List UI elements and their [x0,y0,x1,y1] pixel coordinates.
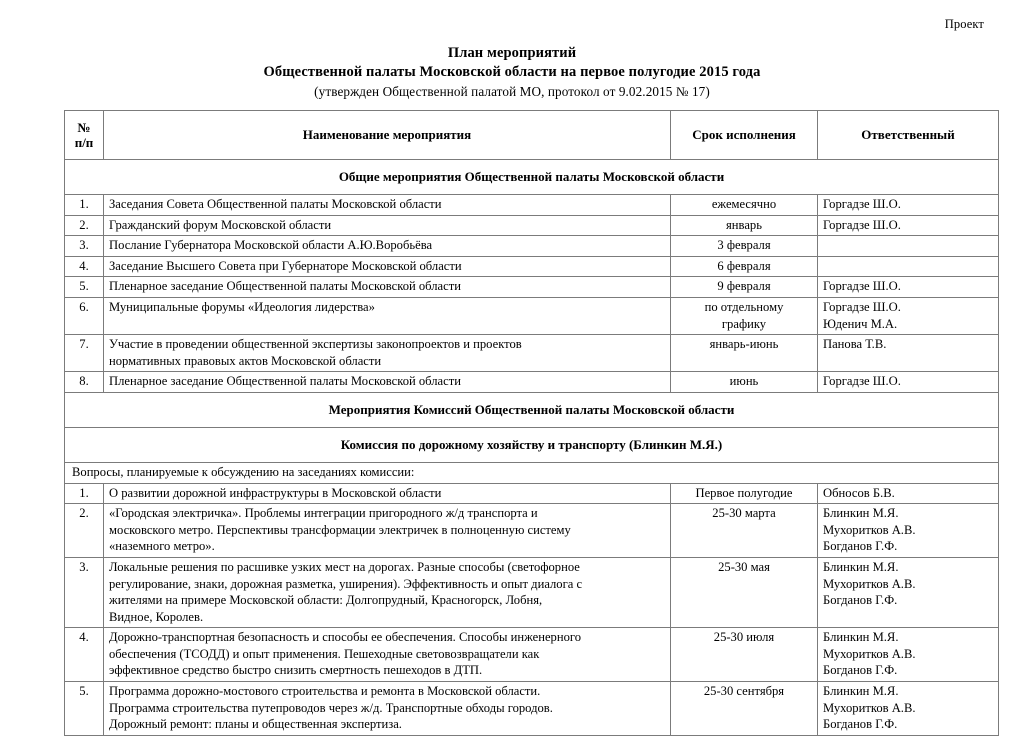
row-name-cell: Пленарное заседание Общественной палаты Московской области [104,277,671,298]
row-name-cell: Гражданский форум Московской области [104,215,671,236]
table-section-banner: Комиссия по дорожному хозяйству и транспорту (Блинкин М.Я.) [65,427,999,462]
row-number-cell: 2. [65,504,104,558]
row-number-cell: 3. [65,557,104,627]
row-responsible-cell: Панова Т.В. [818,335,999,372]
table-row [65,504,999,558]
table-row [65,628,999,682]
table-section-note-row [65,462,999,483]
row-number-cell: 1. [65,195,104,216]
row-name-cell: Локальные решения по расшивке узких мест на дорогах. Разные способы (светофорное регулирование, знаки, дорожная разметка, уширения). Эффективность и опыт диалога с жителями на примере Московской области: Долгопрудный, Красногорск, Лобня, Видное, Королев. [104,557,671,627]
row-name-cell: Участие в проведении общественной экспертизы законопроектов и проектов нормативных правовых актов Московской области [104,335,671,372]
row-name-cell: Заседания Совета Общественной палаты Московской области [104,195,671,216]
row-name-cell: Муниципальные форумы «Идеология лидерства» [104,297,671,334]
row-term-cell: 25-30 марта [671,504,818,558]
row-name-cell: Послание Губернатора Московской области А.Ю.Воробьёва [104,236,671,257]
table-row [65,195,999,216]
table-section-banner: Мероприятия Комиссий Общественной палаты Московской области [65,392,999,427]
column-header-number-line2: п/п [74,135,94,150]
row-responsible-cell [818,256,999,277]
row-number-cell: 8. [65,372,104,393]
row-number-cell: 7. [65,335,104,372]
row-responsible-cell: Блинкин М.Я. Мухоритков А.В. Богданов Г.Ф. [818,557,999,627]
table-row [65,372,999,393]
table-section-banner-row [65,392,999,427]
table-section-banner: Общие мероприятия Общественной палаты Московской области [65,160,999,195]
row-term-cell: Первое полугодие [671,483,818,504]
row-term-cell: январь [671,215,818,236]
row-term-cell: 6 февраля [671,256,818,277]
column-header-responsible: Ответственный [818,111,999,160]
plan-table [64,110,999,736]
row-term-cell: ежемесячно [671,195,818,216]
table-row [65,256,999,277]
row-term-cell: 25-30 июля [671,628,818,682]
page-subtitle: Общественной палаты Московской области на первое полугодие 2015 года [263,64,761,80]
table-row [65,682,999,736]
table-row [65,557,999,627]
table-section-note: Вопросы, планируемые к обсуждению на заседаниях комиссии: [65,462,999,483]
row-term-cell: 25-30 мая [671,557,818,627]
table-head [65,111,999,160]
row-responsible-cell: Блинкин М.Я. Мухоритков А.В. Богданов Г.Ф. [818,628,999,682]
table-section-banner-row [65,427,999,462]
column-header-number [65,111,104,160]
row-term-cell: январь-июнь [671,335,818,372]
table-body [65,160,999,736]
column-header-number-line1: № [77,120,91,135]
row-number-cell: 5. [65,682,104,736]
row-responsible-cell: Горгадзе Ш.О. [818,195,999,216]
table-row [65,297,999,334]
table-row [65,277,999,298]
row-number-cell: 6. [65,297,104,334]
row-term-cell: 3 февраля [671,236,818,257]
row-number-cell: 1. [65,483,104,504]
row-name-cell: Заседание Высшего Совета при Губернаторе Московской области [104,256,671,277]
row-number-cell: 2. [65,215,104,236]
row-responsible-cell: Обносов Б.В. [818,483,999,504]
row-term-cell: июнь [671,372,818,393]
row-name-cell: «Городская электричка». Проблемы интеграции пригородного ж/д транспорта и московского метро. Перспективы трансформации электричек в полноценную систему «наземного метро». [104,504,671,558]
column-header-term: Срок исполнения [671,111,818,160]
row-name-cell: О развитии дорожной инфраструктуры в Московской области [104,483,671,504]
page-title: План мероприятий [447,45,577,61]
row-responsible-cell: Горгадзе Ш.О. Юденич М.А. [818,297,999,334]
row-name-cell: Программа дорожно-мостового строительства и ремонта в Московской области. Программа строительства путепроводов через ж/д. Транспортные обходы городов. Дорожный ремонт: планы и общественная экспертиза. [104,682,671,736]
document-title-block [0,44,1024,101]
row-name-cell: Дорожно-транспортная безопасность и способы ее обеспечения. Способы инженерного обеспечения (ТСОДД) и опыт применения. Пешеходные световозвращатели как эффективное средство быстро снизить смертность пешеходов в ДТП. [104,628,671,682]
row-number-cell: 3. [65,236,104,257]
row-responsible-cell: Блинкин М.Я. Мухоритков А.В. Богданов Г.Ф. [818,682,999,736]
row-responsible-cell: Горгадзе Ш.О. [818,215,999,236]
column-header-name: Наименование мероприятия [104,111,671,160]
table-row [65,215,999,236]
page-approval-note: (утвержден Общественной палатой МО, протокол от 9.02.2015 № 17) [314,84,710,99]
row-responsible-cell [818,236,999,257]
draft-marker: Проект [944,17,984,31]
table-row [65,483,999,504]
table-row [65,335,999,372]
row-term-cell: 25-30 сентября [671,682,818,736]
table-header-row [65,111,999,160]
row-responsible-cell: Блинкин М.Я. Мухоритков А.В. Богданов Г.Ф. [818,504,999,558]
row-term-cell: по отдельному графику [671,297,818,334]
row-term-cell: 9 февраля [671,277,818,298]
table-row [65,236,999,257]
row-number-cell: 5. [65,277,104,298]
row-number-cell: 4. [65,256,104,277]
row-number-cell: 4. [65,628,104,682]
row-name-cell: Пленарное заседание Общественной палаты Московской области [104,372,671,393]
row-responsible-cell: Горгадзе Ш.О. [818,277,999,298]
row-responsible-cell: Горгадзе Ш.О. [818,372,999,393]
table-section-banner-row [65,160,999,195]
